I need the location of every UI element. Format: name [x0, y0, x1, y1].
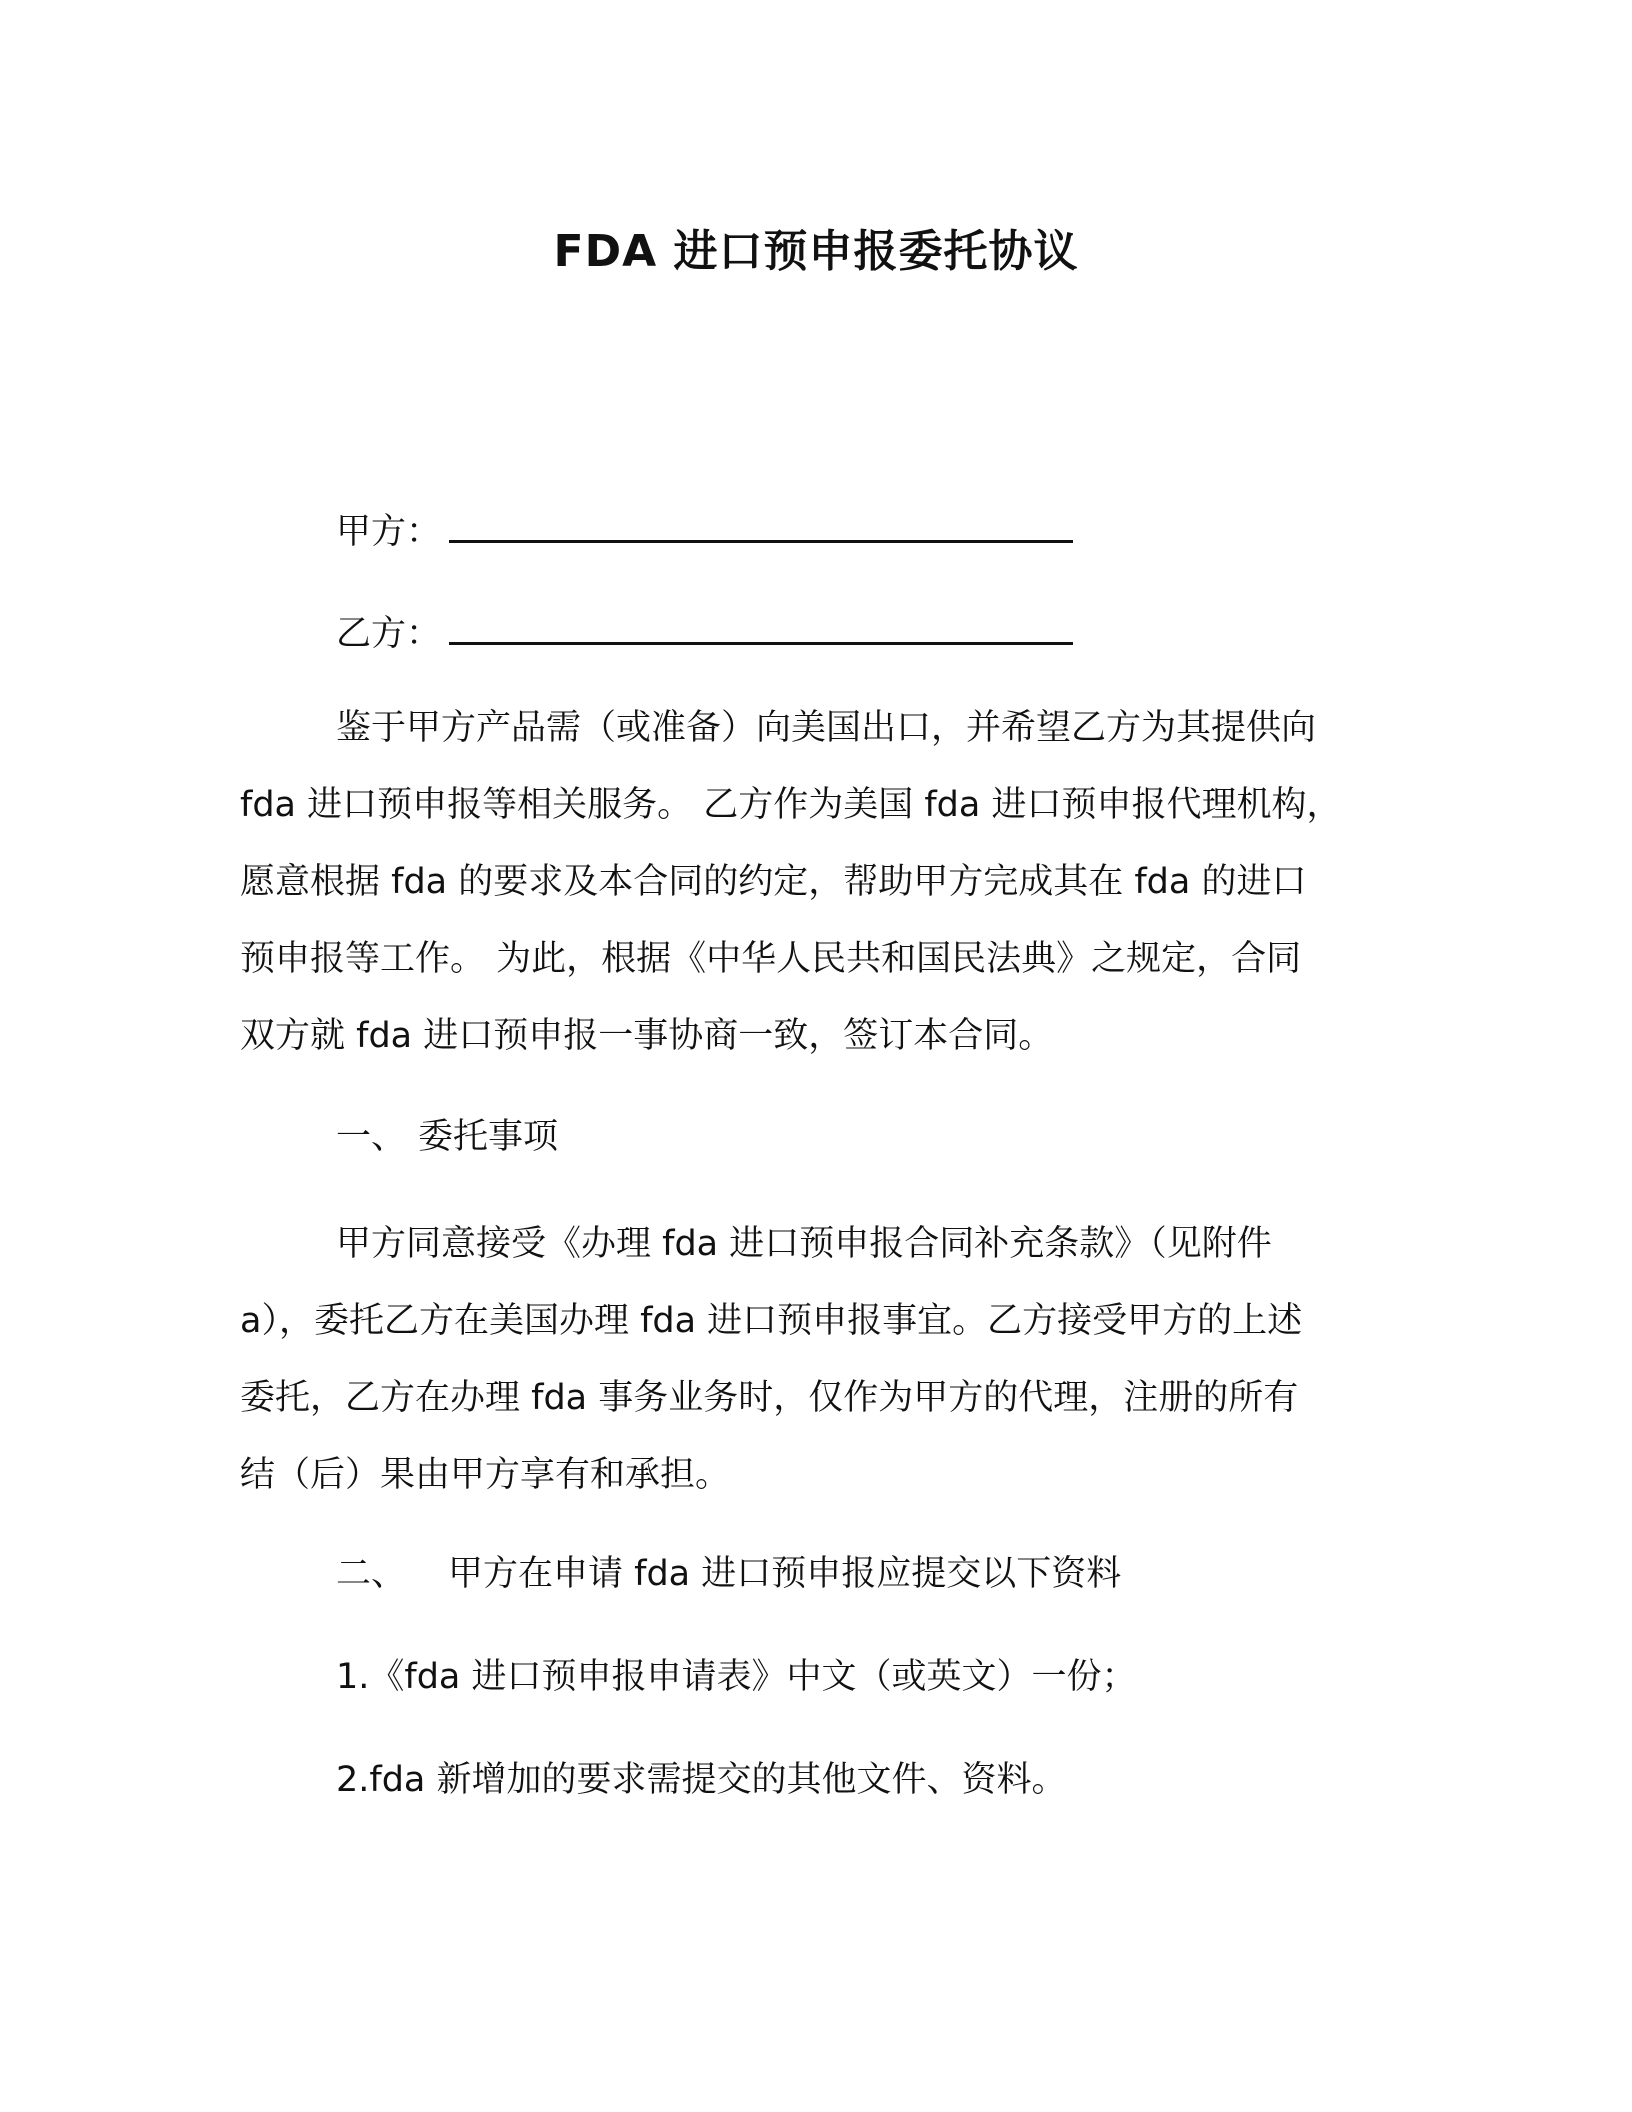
section-2-title: 甲方在申请 fda 进口预申报应提交以下资料 — [448, 1554, 1122, 1594]
intro-line: 愿意根据 fda 的要求及本合同的约定，帮助甲方完成其在 fda 的进口 — [240, 862, 1307, 902]
intro-line: 鉴于甲方产品需（或准备）向美国出口，并希望乙方为其提供向 — [336, 708, 1317, 748]
section-2-item: 1.《fda 进口预申报申请表》中文（或英文）一份； — [336, 1657, 1137, 1697]
section-1-line: 委托，乙方在办理 fda 事务业务时，仅作为甲方的代理，注册的所有 — [240, 1378, 1299, 1418]
section-1-paragraph — [240, 1206, 1384, 1514]
party-a-blank — [449, 504, 1073, 543]
document-title: FDA 进口预申报委托协议 — [553, 226, 1079, 277]
section-1-title: 委托事项 — [418, 1117, 559, 1157]
section-2-item: 2.fda 新增加的要求需提交的其他文件、资料。 — [336, 1760, 1067, 1800]
party-a-line — [336, 504, 1073, 556]
intro-line: fda 进口预申报等相关服务。 乙方作为美国 fda 进口预申报代理机构， — [240, 785, 1342, 825]
intro-paragraph — [240, 690, 1384, 1075]
party-b-line — [336, 606, 1073, 658]
section-1-line: 甲方同意接受《办理 fda 进口预申报合同补充条款》（见附件 — [336, 1224, 1272, 1264]
party-a-label: 甲方： — [336, 512, 442, 552]
section-1-heading — [336, 1113, 558, 1161]
section-1-number: 一、 — [336, 1117, 407, 1157]
section-2-heading — [336, 1550, 1121, 1598]
party-b-blank — [449, 606, 1073, 645]
section-1-line: 结（后）果由甲方享有和承担。 — [240, 1455, 731, 1495]
party-b-label: 乙方： — [336, 614, 442, 654]
section-2-number: 二、 — [336, 1554, 407, 1594]
intro-line: 双方就 fda 进口预申报一事协商一致，签订本合同。 — [240, 1016, 1054, 1056]
section-1-line: a），委托乙方在美国办理 fda 进口预申报事宜。乙方接受甲方的上述 — [240, 1301, 1303, 1341]
intro-line: 预申报等工作。 为此，根据《中华人民共和国民法典》之规定，合同 — [240, 939, 1302, 979]
